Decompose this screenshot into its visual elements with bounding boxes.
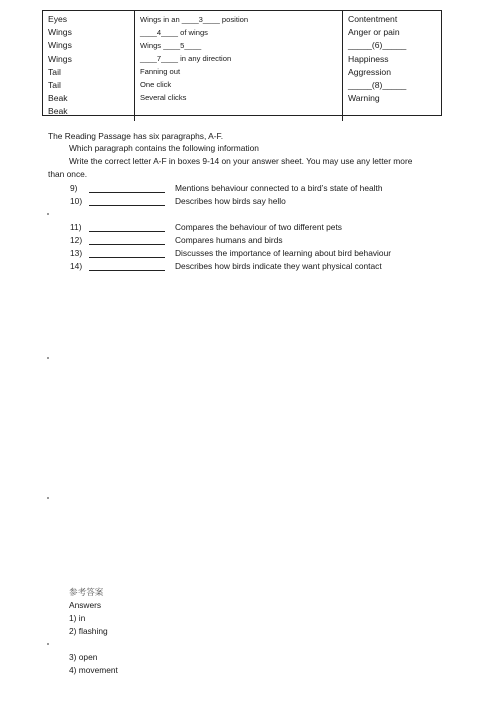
instruction-line: than once. [48, 169, 88, 179]
table-cell: Wings ____5____ [140, 41, 202, 50]
question-number: 11) [70, 222, 82, 232]
table-cell: Wings [48, 53, 72, 64]
answer-blank [89, 223, 165, 232]
table-cell: Eyes [48, 14, 68, 24]
page-mark [47, 643, 49, 645]
question-number: 12) [70, 235, 83, 245]
question-text: Discusses the importance of learning about bird behaviour [175, 248, 392, 258]
table-cell: One click [140, 80, 172, 89]
answer-blank [89, 262, 165, 271]
table-cell: Beak [48, 93, 68, 104]
table-cell: Several clicks [140, 93, 187, 102]
question-text: Compares humans and birds [175, 235, 283, 245]
instruction-line: Which paragraph contains the following information [69, 143, 259, 153]
table-cell: Warning [348, 93, 380, 104]
question-row [70, 221, 342, 233]
answers-heading-cn: 参考答案 [69, 588, 104, 598]
page-mark [47, 357, 49, 359]
question-row [70, 182, 383, 194]
table-cell: Wings [48, 27, 72, 38]
table-column-body-part [43, 11, 135, 121]
table-cell: _____(6)_____ [348, 40, 407, 51]
question-text: Mentions behaviour connected to a bird’s state of health [175, 183, 383, 193]
answer-blank [89, 197, 165, 206]
instruction-line: Write the correct letter A-F in boxes 9-14 on your answer sheet. You may use any letter more [69, 156, 413, 166]
answer-blank [89, 184, 165, 193]
body-language-table [42, 10, 442, 116]
table-cell: Aggression [348, 66, 391, 77]
table-cell: Wings [48, 40, 72, 51]
question-number: 14) [70, 261, 83, 271]
page-mark [47, 497, 49, 499]
table-cell: Tail [48, 80, 61, 91]
question-number: 9) [70, 183, 78, 193]
table-cell: Happiness [348, 53, 389, 64]
table-cell: _____(8)_____ [348, 80, 407, 91]
answer-blank [89, 236, 165, 245]
table-cell: Tail [48, 66, 61, 77]
answer-item: 1) in [69, 613, 86, 623]
answer-item: 4) movement [69, 665, 118, 675]
table-cell: Wings in an ____3____ position [140, 15, 249, 24]
instruction-line: The Reading Passage has six paragraphs, A-F. [48, 131, 224, 141]
question-row [70, 247, 391, 259]
table-cell: ____7____ in any direction [140, 54, 232, 63]
answers-heading: Answers [69, 600, 102, 610]
table-column-meaning [343, 11, 441, 121]
table-cell: Anger or pain [348, 27, 400, 38]
question-number: 10) [70, 196, 83, 206]
question-number: 13) [70, 248, 83, 258]
question-text: Describes how birds indicate they want physical contact [175, 261, 382, 271]
question-text: Describes how birds say hello [175, 196, 286, 206]
question-text: Compares the behaviour of two different pets [175, 222, 342, 232]
page-mark [47, 213, 49, 215]
table-cell: Beak [48, 106, 68, 117]
question-row [70, 260, 382, 272]
table-cell: Fanning out [140, 67, 181, 76]
answer-item: 2) flashing [69, 626, 108, 636]
table-cell: Contentment [348, 14, 398, 24]
question-row [70, 195, 286, 207]
answer-item: 3) open [69, 652, 98, 662]
table-cell: ____4____ of wings [140, 28, 208, 37]
answer-blank [89, 249, 165, 258]
table-column-behaviour [135, 11, 343, 121]
question-row [70, 234, 283, 246]
